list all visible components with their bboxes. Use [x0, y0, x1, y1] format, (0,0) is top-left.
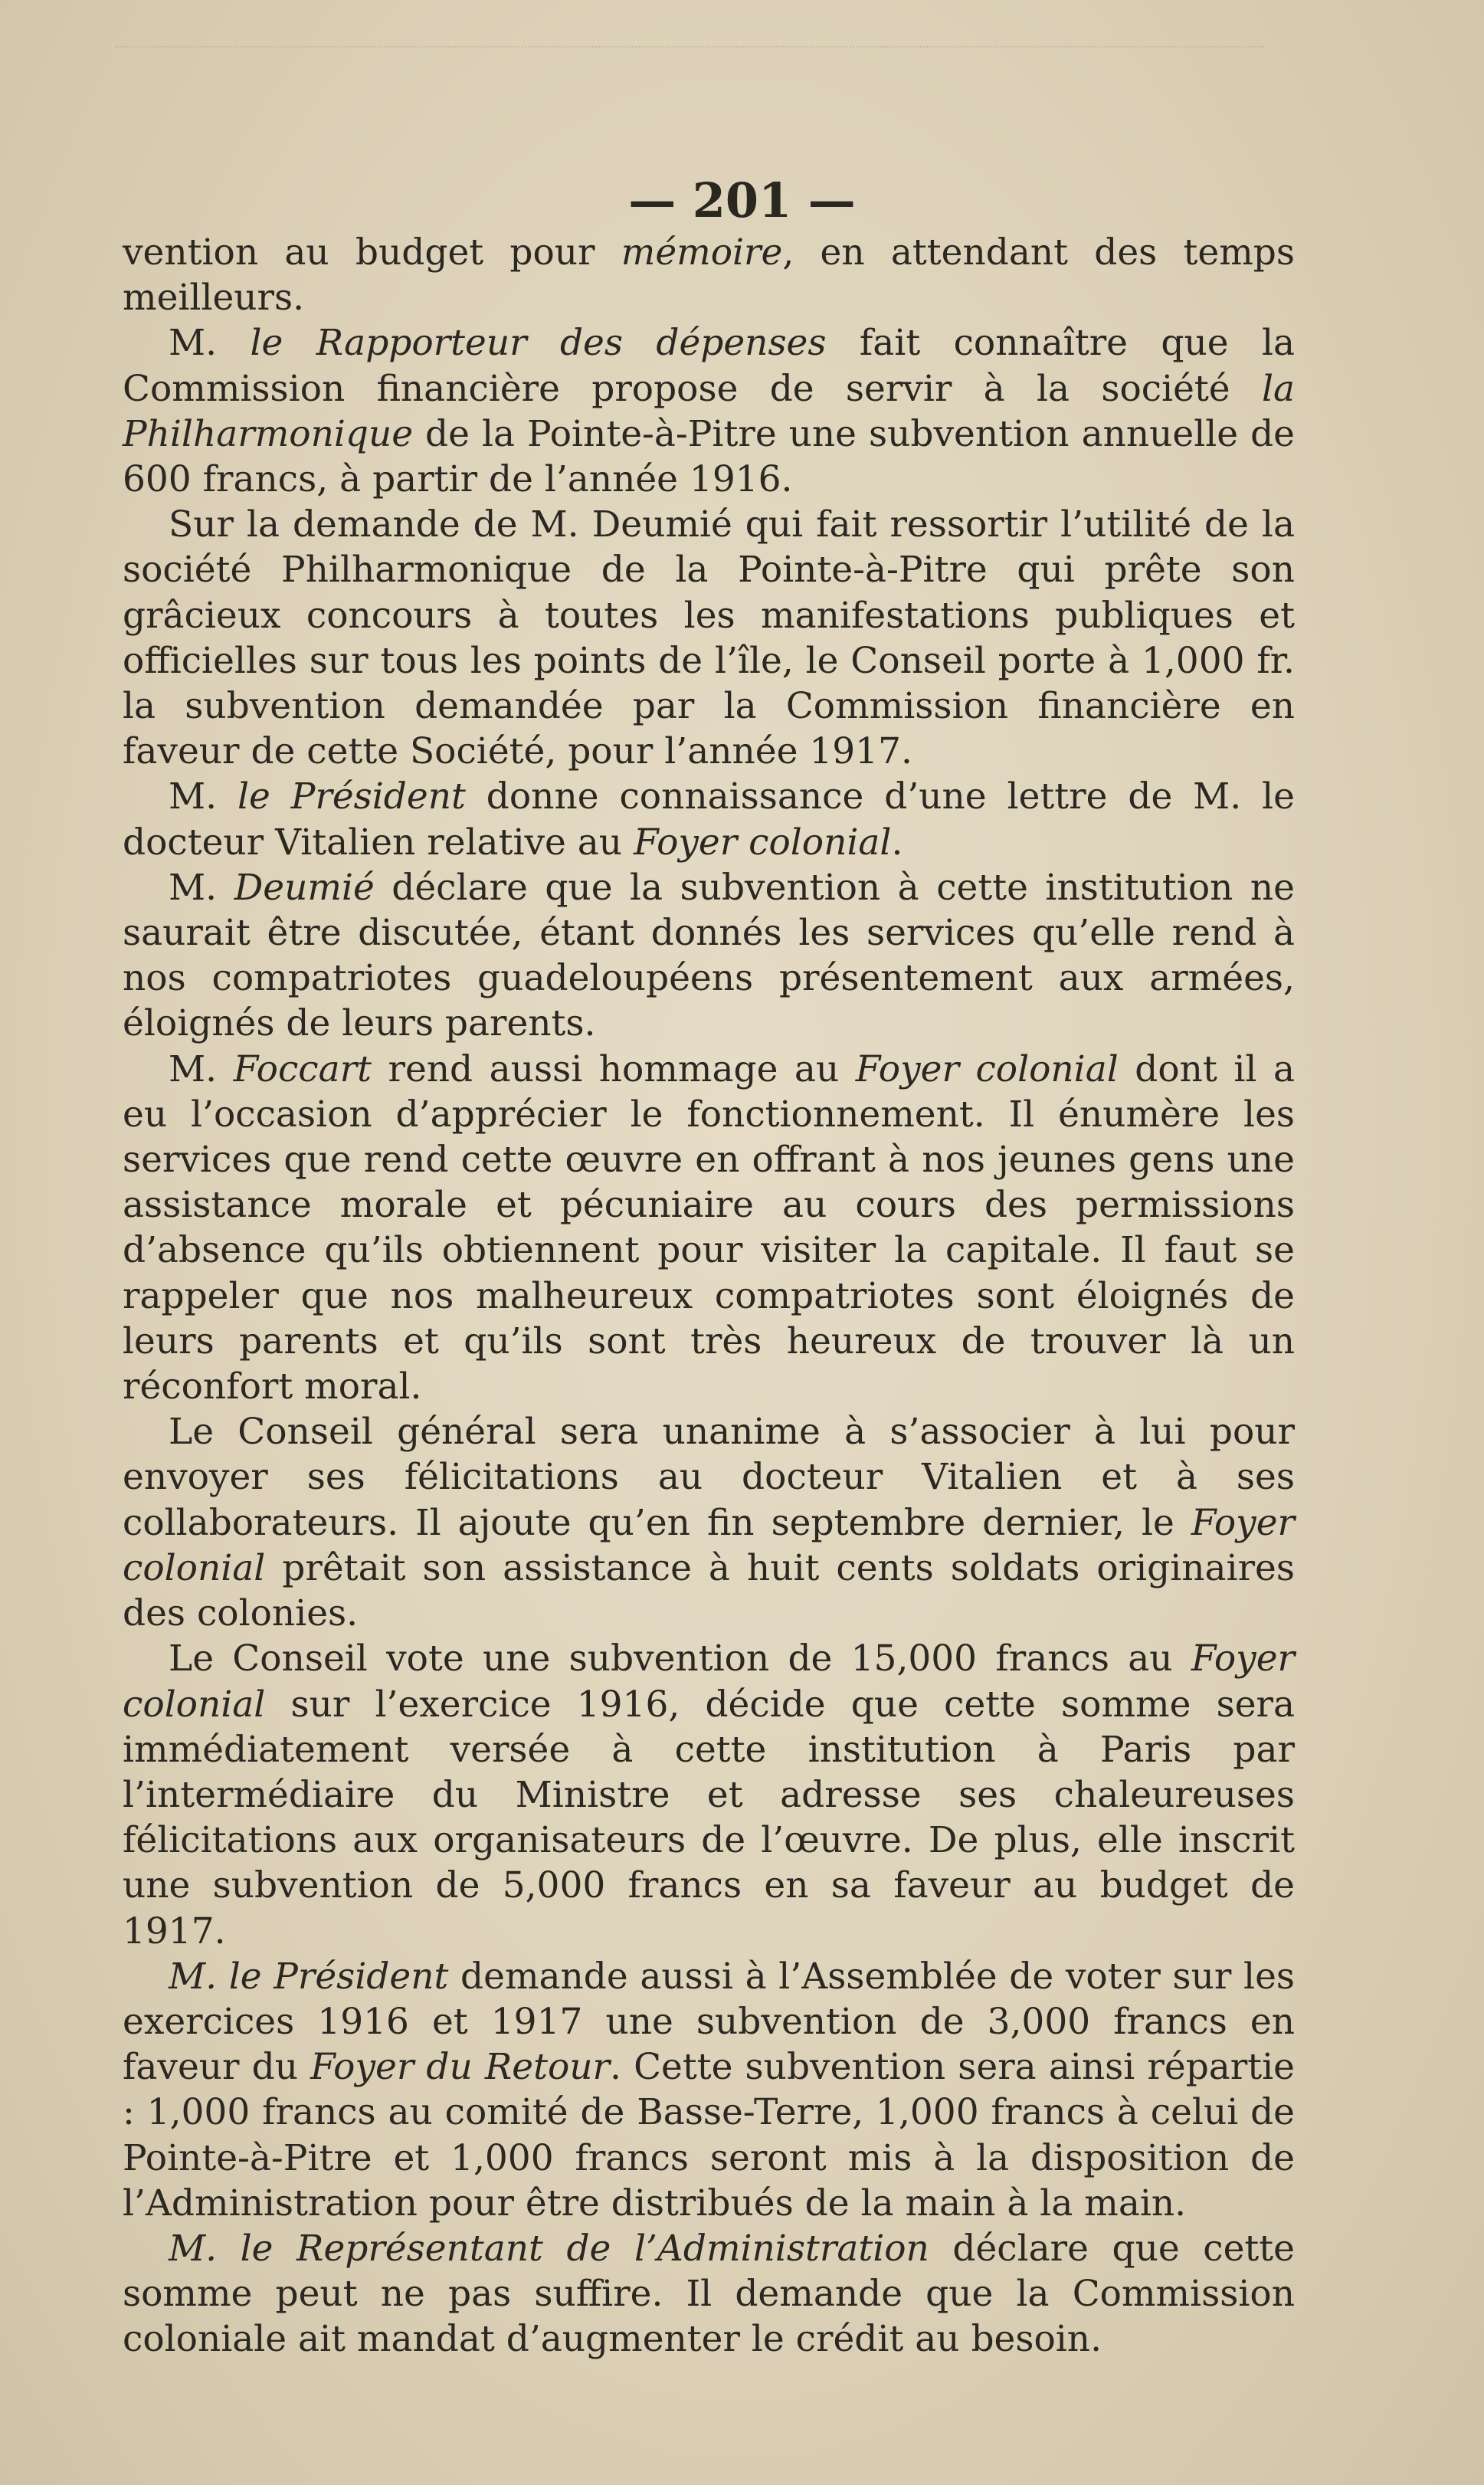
italic-run: le Rapporteur des dépenses	[250, 322, 827, 365]
text-run: déclare que la subvention à cette institution ne saurait être discutée, étant donnés les services qu’elle rend à nos compatriotes guadeloupéens présentement aux armées, éloignés de leurs parents.	[123, 866, 1295, 1045]
paragraph	[123, 320, 1295, 502]
paragraph	[123, 774, 1295, 864]
paragraph	[123, 502, 1295, 774]
top-smudge-decoration	[115, 46, 1264, 52]
text-run: M.	[169, 866, 234, 909]
text-run: . Cette subvention sera ainsi répartie : 1,000 francs au comité de Basse-Terre, 1,000 francs à celui de Pointe-à-Pitre et 1,000 francs seront mis à la disposition de l’Administration pour être distribués de la main à la main.	[123, 2046, 1295, 2224]
italic-run: Foccart	[233, 1047, 372, 1090]
paragraph	[123, 1047, 1295, 1410]
italic-run: Deumié	[234, 866, 375, 909]
paragraph	[123, 1954, 1295, 2226]
text-run: déclare que cette somme peut ne pas suffire. Il demande que la Commission coloniale ait mandat d’augmenter le crédit au besoin.	[123, 2227, 1295, 2361]
text-run: donne connaissance d’une lettre de M. le docteur Vitalien relative au	[123, 775, 1295, 864]
paragraph	[123, 1636, 1295, 1953]
text-run: vention au budget pour	[123, 231, 621, 274]
text-run: Sur la demande de M. Deumié qui fait ressortir l’utilité de la société Philharmonique de la Pointe-à-Pitre qui prête son grâcieux concours à toutes les manifestations publiques et officielles sur tous les points de l’île, le Conseil porte à 1,000 fr. la subvention demandée par la Commission financière en faveur de cette Société, pour l’année 1917.	[123, 503, 1295, 773]
text-run: demande aussi à l’Assemblée de voter sur les exercices 1916 et 1917 une subvention de 3,000 francs en faveur du	[123, 1955, 1295, 2089]
italic-run: Foyer colonial	[123, 1501, 1295, 1589]
text-run: sur l’exercice 1916, décide que cette somme sera immédiatement versée à cette institution à Paris par l’intermédiaire du Ministre et adresse ses chaleureuses félicitations aux organisateurs de l’œuvre. De plus, elle inscrit une subvention de 5,000 francs en sa faveur au budget de 1917.	[123, 1683, 1295, 1952]
italic-run: Foyer colonial	[634, 821, 892, 864]
italic-run: Foyer du Retour	[310, 2046, 611, 2089]
italic-run: le Président	[237, 775, 466, 818]
text-run: de la Pointe-à-Pitre une subvention annuelle de 600 francs, à partir de l’année 1916.	[123, 412, 1295, 501]
text-run: Le Conseil général sera unanime à s’associer à lui pour envoyer ses félicitations au docteur Vitalien et à ses collaborateurs. Il ajoute qu’en fin septembre dernier, le	[123, 1411, 1295, 1544]
paragraph	[123, 2226, 1295, 2362]
italic-run: la Philharmonique	[123, 367, 1295, 455]
text-run: M.	[169, 1047, 234, 1090]
page-number: — 201 —	[628, 172, 856, 228]
text-run: prêtait son assistance à huit cents soldats originaires des colonies.	[123, 1546, 1295, 1635]
italic-run: M. le Représentant de l’Administration	[169, 2227, 929, 2270]
italic-run: Foyer colonial	[123, 1638, 1295, 1726]
paragraph	[123, 1409, 1295, 1636]
text-run: rend aussi hommage au	[371, 1047, 856, 1090]
text-run: M.	[169, 322, 251, 365]
body-text	[123, 230, 1295, 2362]
text-run: , en attendant des temps meilleurs.	[123, 231, 1295, 320]
paragraph	[123, 865, 1295, 1047]
text-run: dont il a eu l’occasion d’apprécier le fonctionnement. Il énumère les services que rend cette œuvre en offrant à nos jeunes gens une assistance morale et pécuniaire au cours des permissions d’absence qu’ils obtiennent pour visiter la capitale. Il faut se rappeler que nos malheureux compatriotes sont éloignés de leurs parents et qu’ils sont très heureux de trouver là un réconfort moral.	[123, 1047, 1295, 1408]
text-run: Le Conseil vote une subvention de 15,000 francs au	[169, 1638, 1191, 1680]
italic-run: mémoire	[621, 231, 783, 274]
text-run: fait connaître que la Commission financière propose de servir à la société	[123, 322, 1295, 410]
paragraph	[123, 230, 1295, 320]
text-run: M.	[169, 775, 238, 818]
italic-run: Foyer colonial	[855, 1047, 1119, 1090]
text-run: .	[891, 821, 903, 864]
italic-run: M. le Président	[169, 1955, 449, 1998]
